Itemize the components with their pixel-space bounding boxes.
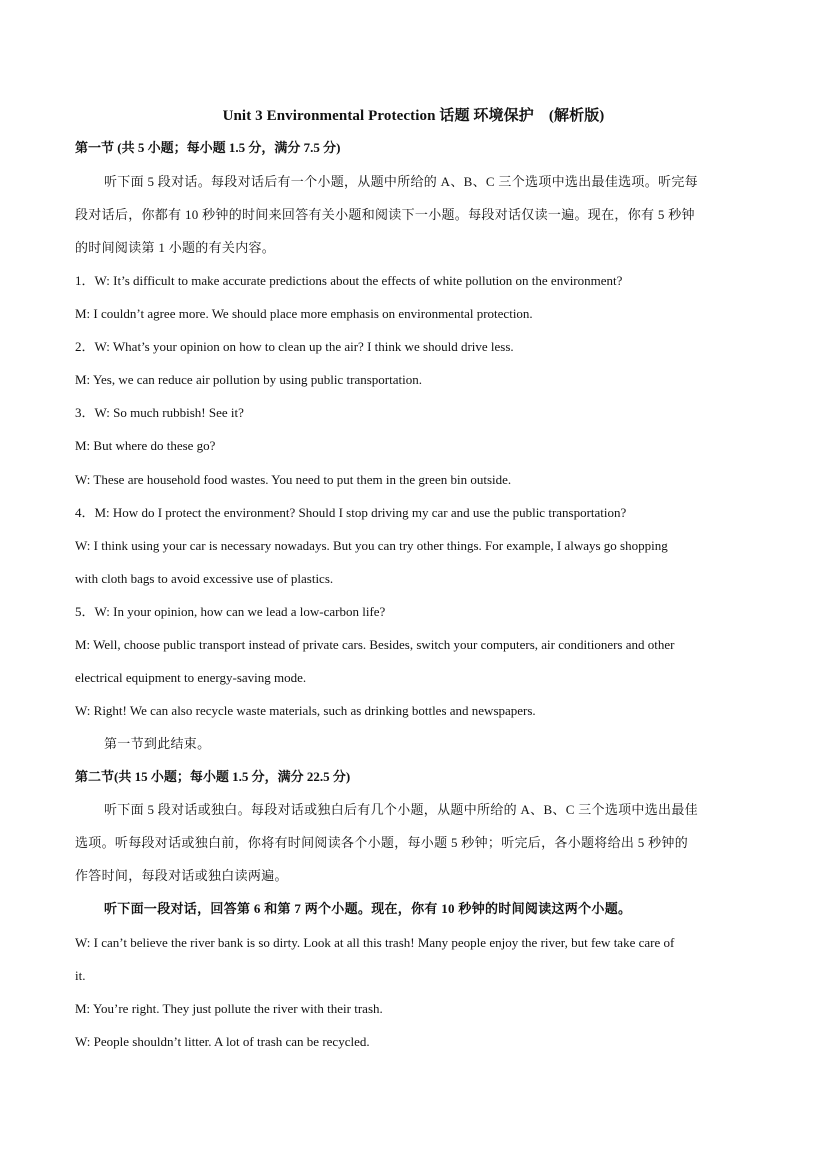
document-title: Unit 3 Environmental Protection 话题 环境保护 (解析版) [222,108,605,124]
section1-instruction-line: 听下面 5 段对话。每段对话后有一个小题，从题中所给的 A、B、C 三个选项中选出最佳选项。听完每 [104,174,698,189]
dialogue-line: M: Yes, we can reduce air pollution by using public transportation. [75,372,422,387]
dialogue-line: M: Well, choose public transport instead of private cars. Besides, switch your computers, air conditioners and other [75,637,675,652]
dialogue-line: W: These are household food wastes. You need to put them in the green bin outside. [75,472,512,487]
question-prompt: 听下面一段对话，回答第 6 和第 7 两个小题。现在，你有 10 秒钟的时间阅读这两个小题。 [104,901,632,916]
dialogue-line: electrical equipment to energy-saving mode. [75,670,307,685]
dialogue-line: M: You’re right. They just pollute the river with their trash. [75,1001,383,1016]
dialogue-line: 4．M: How do I protect the environment? Should I stop driving my car and use the public transportation? [75,505,627,520]
dialogue-line: 2．W: What’s your opinion on how to clean up the air? I think we should drive less. [75,339,514,354]
dialogue-line: M: But where do these go? [75,438,216,453]
section1-instruction-line: 的时间阅读第 1 小题的有关内容。 [75,240,276,255]
section1-heading: 第一节 (共 5 小题；每小题 1.5 分，满分 7.5 分) [75,140,341,155]
dialogue-line: M: I couldn’t agree more. We should place more emphasis on environmental protection. [75,306,533,321]
section2-instruction-line: 选项。听每段对话或独白前，你将有时间阅读各个小题，每小题 5 秒钟；听完后，各小题将给出 5 秒钟的 [75,835,689,850]
dialogue-line: W: Right! We can also recycle waste materials, such as drinking bottles and newspapers. [75,703,536,718]
section2-instruction-line: 作答时间，每段对话或独白读两遍。 [75,868,288,883]
section1-end-note: 第一节到此结束。 [104,736,211,751]
dialogue-line: 5．W: In your opinion, how can we lead a low-carbon life? [75,604,386,619]
dialogue-line: W: People shouldn’t litter. A lot of trash can be recycled. [75,1034,370,1049]
dialogue-line: W: I think using your car is necessary nowadays. But you can try other things. For example, I always go shopping [75,538,668,553]
section2-heading: 第二节(共 15 小题；每小题 1.5 分，满分 22.5 分) [75,769,351,784]
dialogue-line: it. [75,968,86,983]
dialogue-line: 3．W: So much rubbish! See it? [75,405,244,420]
section2-instruction-line: 听下面 5 段对话或独白。每段对话或独白后有几个小题，从题中所给的 A、B、C 三个选项中选出最佳 [104,802,698,817]
dialogue-line: with cloth bags to avoid excessive use of plastics. [75,571,334,586]
dialogue-line: 1．W: It’s difficult to make accurate predictions about the effects of white pollution on the environment? [75,273,623,288]
section1-instruction-line: 段对话后，你都有 10 秒钟的时间来回答有关小题和阅读下一小题。每段对话仅读一遍。现在，你有 5 秒钟 [75,207,695,222]
dialogue-line: W: I can’t believe the river bank is so dirty. Look at all this trash! Many people enjoy the river, but few take care of [75,935,675,950]
